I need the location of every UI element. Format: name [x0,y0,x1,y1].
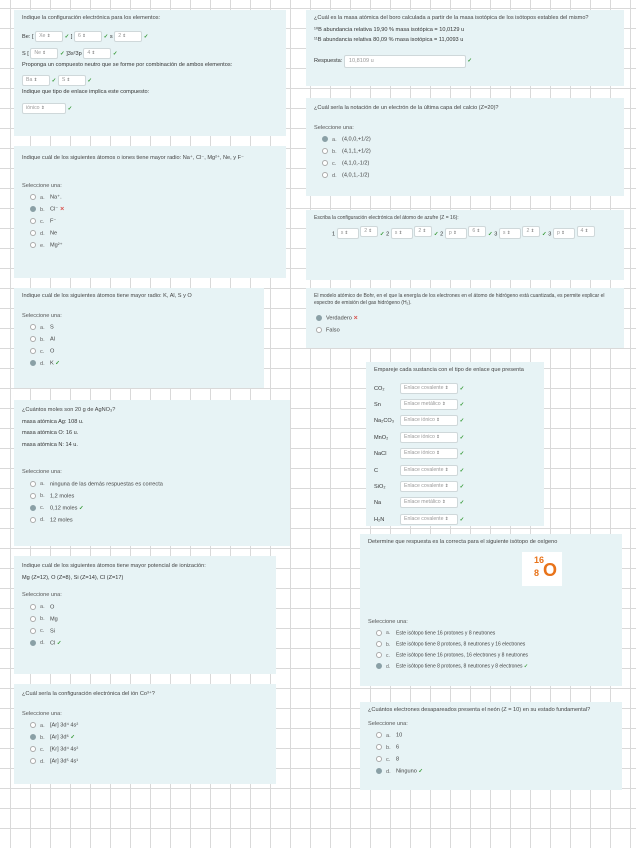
radio-icon[interactable] [322,160,328,166]
match-row [374,497,536,508]
check-icon: ✓ [459,451,465,458]
match-row [374,481,536,492]
option-text: (4,1,0,-1/2) [342,160,370,167]
question-prompt: ¿Cuántos electrones desapareados presenta el neón (Z = 10) en su estado fundamental? [368,707,591,713]
match-row [374,514,536,525]
option-text: O [50,348,55,355]
electrons-select[interactable]: $^4$ ⇕ [577,226,595,237]
electrons-select[interactable]: $^2$ ⇕ [414,226,432,237]
option-letter: b. [40,206,45,213]
option-text: 6 [396,744,400,751]
check-icon: ✓ [459,483,465,490]
option-text: Este isótopo tiene 8 protones, 8 neutrones y 16 electrones [396,641,526,648]
matching-rows [374,383,536,525]
option-text: Este isótopo tiene 16 protones y 8 neutrones [396,630,496,637]
option-text: 12 moles [50,517,73,524]
option-letter: d. [386,768,391,775]
mass-ag: masa atómica Ag: 108 u. [22,418,84,425]
radio-icon[interactable] [30,734,36,740]
option-letter: c. [40,746,45,753]
radio-icon[interactable] [30,218,36,224]
electrons-select[interactable]: $^2$ ⇕ [360,226,378,237]
option-c[interactable] [30,505,282,513]
question-prompt: ¿Cuál sería la configuración electrónica del ión Co³⁺? [22,691,155,697]
option-letter: a. [386,732,391,739]
shell-number: 3 [494,231,498,238]
bond-type-select[interactable]: Enlace iónico ⇕ [400,432,458,443]
option-text: 0,12 moles [50,505,78,512]
bond-prompt: Indique que tipo de enlace implica este compuesto: [22,89,150,96]
electrons-select[interactable]: $^2$ ⇕ [522,226,540,237]
question-card-radius-atoms [14,288,264,388]
select-one-label: Seleccione una: [22,592,62,599]
radio-icon[interactable] [30,324,36,330]
option-letter: d. [40,517,45,524]
option-text: Al [50,336,55,343]
radio-icon[interactable] [30,206,36,212]
bond-type-select[interactable]: Enlace covalente ⇕ [400,383,458,394]
compound-row [22,75,278,86]
check-icon: ✓ [459,500,465,507]
option-a[interactable] [30,194,278,202]
option-letter: b. [386,744,391,751]
option-text: S [50,324,54,331]
option-a[interactable] [30,604,268,612]
check-icon: ✓ [112,50,118,57]
check-icon: ✓ [418,768,424,775]
option-letter: c. [40,218,45,225]
question-prompt: Determine que respuesta es la correcta para el siguiente isótopo de oxígeno [368,539,558,545]
radio-icon[interactable] [30,758,36,764]
radio-icon[interactable] [30,722,36,728]
option-e[interactable] [30,242,278,250]
isotope-row-b11 [314,37,616,45]
be-electrons-select[interactable]: 2 ⇕ [114,31,142,42]
option-letter: a. [40,324,45,331]
question-subline: Mg (Z=12), O (Z=8), Si (Z=14), Cl (Z=17) [22,574,124,581]
s-core-select[interactable]: Ne ⇕ [30,48,58,59]
bond-type-select[interactable]: iónico ⇕ [22,103,66,114]
option-b[interactable] [30,336,256,344]
option-letter: c. [386,652,390,659]
option-c[interactable] [376,652,614,659]
be-orbital-label: s [109,33,113,40]
bond-type-select[interactable]: Enlace iónico ⇕ [400,448,458,459]
substance-label: MnO₂ [374,434,389,441]
question-card-calcium-electron [306,98,624,196]
option-letter: a. [40,722,45,729]
isotope-data: abundancia relativa 19,90 % masa isotópica = 10,0129 u [323,26,465,33]
option-d[interactable] [30,517,282,525]
select-one-label: Seleccione una: [22,312,62,319]
option-c[interactable] [322,160,616,168]
option-text: Ne [50,230,58,237]
option-a[interactable] [30,324,256,332]
option-letter: a. [386,630,391,637]
option-b[interactable] [322,148,616,156]
option-c[interactable] [376,756,614,764]
bond-type-select[interactable]: Enlace metálico ⇕ [400,399,458,410]
check-icon: ✓ [433,231,439,238]
select-one-label: Seleccione una: [314,124,354,131]
radio-icon[interactable] [30,746,36,752]
s-config-text: ]3s²3p [66,50,82,57]
mass-n: masa atómica N: 14 u. [22,441,78,448]
check-icon: ✓ [459,385,465,392]
option-text: Ninguno [396,768,417,775]
radio-icon[interactable] [376,641,382,647]
check-icon: ✓ [51,78,57,85]
option-d[interactable] [30,230,278,238]
option-text: [Ar] 3d⁶ [50,734,69,741]
s-label: S [ [22,50,29,57]
orbital-select[interactable]: p ⇕ [445,228,467,239]
compound-anion-select[interactable]: S ⇕ [58,75,86,86]
question-prompt: ¿Cuál sería la notación de un electrón de la última capa del calcio (Z=20)? [314,105,499,111]
question-card-bohr-model [306,288,624,348]
radio-icon[interactable] [30,493,36,499]
radio-icon[interactable] [30,505,36,511]
isotope-symbol: ¹⁰B [314,26,322,33]
radio-icon[interactable] [30,628,36,634]
option-letter: a. [40,604,45,611]
question-prompt: El modelo atómico de Bohr, en el que la energía de los electrones en el átomo de hidrógeno está cuantizada, es permite explicar el espectro de emisión del gas hidrógeno (H₂). [314,293,605,306]
check-icon: ✓ [523,663,529,670]
radio-icon[interactable] [30,481,36,487]
isotope-element-symbol: O [543,560,558,580]
option-false[interactable] [316,327,616,335]
option-letter: a. [40,481,45,488]
option-letter: d. [386,663,391,670]
isotope-data: abundancia relativa 80,09 % masa isotópica = 11,0093 u [323,37,464,44]
option-true[interactable] [316,315,616,323]
cross-icon: ✕ [353,314,359,321]
option-c[interactable] [30,348,256,356]
question-prompt: ¿Cuántos moles son 20 g de AgNO₃? [22,407,116,413]
option-letter: a. [40,194,45,201]
check-icon: ✓ [67,105,73,112]
question-prompt: Indique cuál de los siguientes átomos tiene mayor potencial de ionización: [22,563,206,569]
option-letter: b. [386,641,391,648]
radio-icon[interactable] [30,604,36,610]
option-b[interactable] [30,616,268,624]
option-text: 8 [396,756,400,763]
shell-number: 3 [548,231,552,238]
question-card-oxygen-isotope [360,534,622,686]
option-a[interactable] [30,722,268,730]
be-config-row [22,31,278,42]
question-prompt: Indique cuál de los siguientes átomos o iones tiene mayor radio: Na⁺, Cl⁻, Mg²⁺, Ne, y F⁻ [22,155,244,161]
check-icon: ✓ [56,640,62,647]
option-text: 10 [396,732,403,739]
option-text: [Ar] 3d⁴ 4s² [50,722,79,729]
question-prompt: Indique la configuración electrónica para los elementos: [22,15,161,21]
option-letter: d. [332,172,337,179]
option-d[interactable] [30,640,268,648]
question-prompt: Escriba la configuración electrónica del átomo de azufre (Z = 16): [314,215,459,221]
radio-icon[interactable] [30,616,36,622]
radio-icon[interactable] [316,327,322,333]
radio-icon[interactable] [376,732,382,738]
radio-icon[interactable] [30,360,36,366]
substance-label: Na₂CO₃ [374,418,394,425]
radio-icon[interactable] [30,336,36,342]
option-letter: d. [40,640,45,647]
substance-label: CO₂ [374,385,385,392]
select-one-label: Seleccione una: [368,618,408,625]
option-d[interactable] [376,663,614,670]
option-text: ninguna de las demás respuestas es correcta [50,481,163,488]
check-icon: ✓ [459,401,465,408]
option-text: Si [50,628,55,635]
isotope-symbol: ¹¹B [314,37,322,44]
mass-o: masa atómica O: 16 u. [22,430,79,437]
bond-type-select[interactable]: Enlace covalente ⇕ [400,481,458,492]
option-letter: b. [40,493,45,500]
check-icon: ✓ [87,78,93,85]
substance-label: C [374,467,379,474]
radio-icon[interactable] [376,663,382,669]
option-letter: c. [332,160,337,167]
option-a[interactable] [376,630,614,637]
check-icon: ✓ [467,57,473,64]
config-selects-row [332,226,616,239]
radio-icon[interactable] [376,630,382,636]
question-prompt: ¿Cuál es la masa atómica del boro calculada a partir de la masa isotópica de los isótopos estables del mismo? [314,15,589,21]
bond-type-select[interactable]: Enlace covalente ⇕ [400,514,458,525]
option-letter: b. [40,734,45,741]
option-text: Na⁺. [50,194,62,201]
question-card-neon-unpaired [360,702,622,790]
option-text: Falso [326,327,340,334]
option-letter: c. [40,628,45,635]
select-one-label: Seleccione una: [22,182,62,189]
question-card-boron-mass [306,10,624,86]
option-c[interactable] [30,628,268,636]
option-text: O [50,604,55,611]
substance-label: H₂N [374,516,385,523]
select-one-label: Seleccione una: [368,720,408,727]
orbital-select[interactable]: p ⇕ [553,228,575,239]
isotope-row-b10 [314,27,616,35]
question-card-sulfur-config [306,210,624,280]
match-row [374,399,536,410]
compound-cation-select[interactable]: Ba ⇕ [22,75,50,86]
option-b[interactable] [376,744,614,752]
option-text: (4,0,1,-1/2) [342,172,370,179]
isotope-atomic-number: 8 [534,568,540,578]
radio-icon[interactable] [30,640,36,646]
shell-number: 2 [386,231,390,238]
option-letter: b. [40,336,45,343]
check-icon: ✓ [55,360,60,367]
match-row [374,432,536,443]
s-config-row [22,48,278,59]
electrons-select[interactable]: $^6$ ⇕ [468,226,486,237]
answer-label: Respuesta: [314,57,343,64]
question-card-co3-config [14,684,276,784]
check-icon: ✓ [542,231,547,238]
radio-icon[interactable] [30,517,36,523]
option-text: Este isótopo tiene 8 protones, 8 neutrones y 8 electrones [396,663,523,670]
check-icon: ✓ [459,418,465,425]
radio-icon[interactable] [322,148,328,154]
option-a[interactable] [376,732,614,740]
option-text: Mg²⁺ [50,242,63,249]
orbital-select[interactable]: s ⇕ [499,228,521,239]
check-icon: ✓ [78,505,84,512]
check-icon: ✓ [143,33,149,40]
substance-label: NaCl [374,451,387,458]
option-text: F⁻ [50,218,57,225]
option-letter: d. [40,360,45,367]
option-d[interactable] [30,758,268,766]
option-b[interactable] [376,641,614,648]
option-letter: b. [332,148,337,155]
be-label: Be: [ [22,33,34,40]
option-text: [Kr] 3d⁴ 4s² [50,746,79,753]
check-icon: ✓ [59,50,65,57]
check-icon: ✓ [459,516,465,523]
option-c[interactable] [30,746,268,754]
check-icon: ✓ [379,231,385,238]
question-prompt: Indique cuál de los siguientes átomos tiene mayor radio: K, Al, S y O [22,293,192,299]
option-letter: b. [40,616,45,623]
substance-label: Na [374,500,382,507]
option-text: (4,1,1,+1/2) [342,148,371,155]
radio-icon[interactable] [30,348,36,354]
isotope-mass-number: 16 [534,555,545,565]
select-one-label: Seleccione una: [22,469,62,476]
answer-row [314,55,616,69]
option-d[interactable] [322,172,616,180]
be-core-select[interactable]: Xe ⇕ [35,31,63,42]
option-text: 1,2 moles [50,493,75,500]
option-d[interactable] [376,768,614,776]
s-electrons-select[interactable]: 4 ⇕ [83,48,111,59]
orbital-select[interactable]: s ⇕ [337,228,359,239]
option-text: Este isótopo tiene 16 protones, 16 electrones y 8 neutrones [396,652,529,659]
option-a[interactable] [322,136,616,144]
match-row [374,465,536,476]
option-text: K [50,360,54,367]
be-bracket: ] [70,33,73,40]
check-icon: ✓ [487,231,493,238]
radio-icon[interactable] [322,136,328,142]
option-letter: d. [40,230,45,237]
radio-icon[interactable] [376,744,382,750]
shell-number: 2 [440,231,444,238]
option-text: Cl [50,640,56,647]
compound-prompt: Proponga un compuesto neutro que se forme por combinación de ambos elementos: [22,61,233,68]
radio-icon[interactable] [376,768,382,774]
be-shell-select[interactable]: 6 ⇕ [74,31,102,42]
select-one-label: Seleccione una: [22,710,62,717]
radio-icon[interactable] [322,172,328,178]
option-b[interactable] [30,493,282,501]
bond-type-select[interactable]: Enlace metálico ⇕ [400,497,458,508]
cross-icon: ✕ [59,206,65,213]
option-text: Mg [50,616,58,623]
option-letter: c. [40,505,45,512]
check-icon: ✓ [459,467,465,474]
match-row [374,448,536,459]
substance-label: Sn [374,401,381,408]
answer-input[interactable]: 10,8109 u [344,55,466,69]
check-icon: ✓ [459,434,465,441]
substance-label: SiO₂ [374,483,386,490]
shell-number: 1 [332,231,336,238]
check-icon: ✓ [103,33,109,40]
question-card-radius-ions [14,146,286,278]
match-row [374,415,536,426]
radio-icon[interactable] [30,242,36,248]
question-card-config-be-s [14,10,286,136]
option-letter: a. [332,136,337,143]
match-row [374,383,536,394]
option-letter: c. [40,348,45,355]
isotope-symbol-graphic [522,552,562,586]
radio-icon[interactable] [316,315,322,321]
question-card-ionization [14,556,276,674]
radio-icon[interactable] [376,756,382,762]
radio-icon[interactable] [30,194,36,200]
bond-type-select[interactable]: Enlace covalente ⇕ [400,465,458,476]
orbital-select[interactable]: s ⇕ [391,228,413,239]
option-letter: d. [40,758,45,765]
option-a[interactable] [30,481,282,489]
check-icon: ✓ [70,734,76,741]
option-text: Verdadero [326,314,352,321]
bond-row [22,103,278,114]
question-card-bond-matching [366,362,544,526]
option-d[interactable] [30,360,256,368]
question-prompt: Empareje cada sustancia con el tipo de enlace que presenta [374,367,524,373]
check-icon: ✓ [64,33,70,40]
option-b[interactable] [30,206,278,214]
question-card-moles-agno3 [14,400,290,546]
option-c[interactable] [30,218,278,226]
option-text: Cl⁻ [50,206,59,213]
bond-type-select[interactable]: Enlace iónico ⇕ [400,415,458,426]
radio-icon[interactable] [30,230,36,236]
option-letter: e. [40,242,45,249]
option-b[interactable] [30,734,268,742]
option-text: [Ar] 3d⁵ 4s¹ [50,758,79,765]
option-letter: c. [386,756,391,763]
radio-icon[interactable] [376,652,382,658]
option-text: (4,0,0,+1/2) [342,136,371,143]
